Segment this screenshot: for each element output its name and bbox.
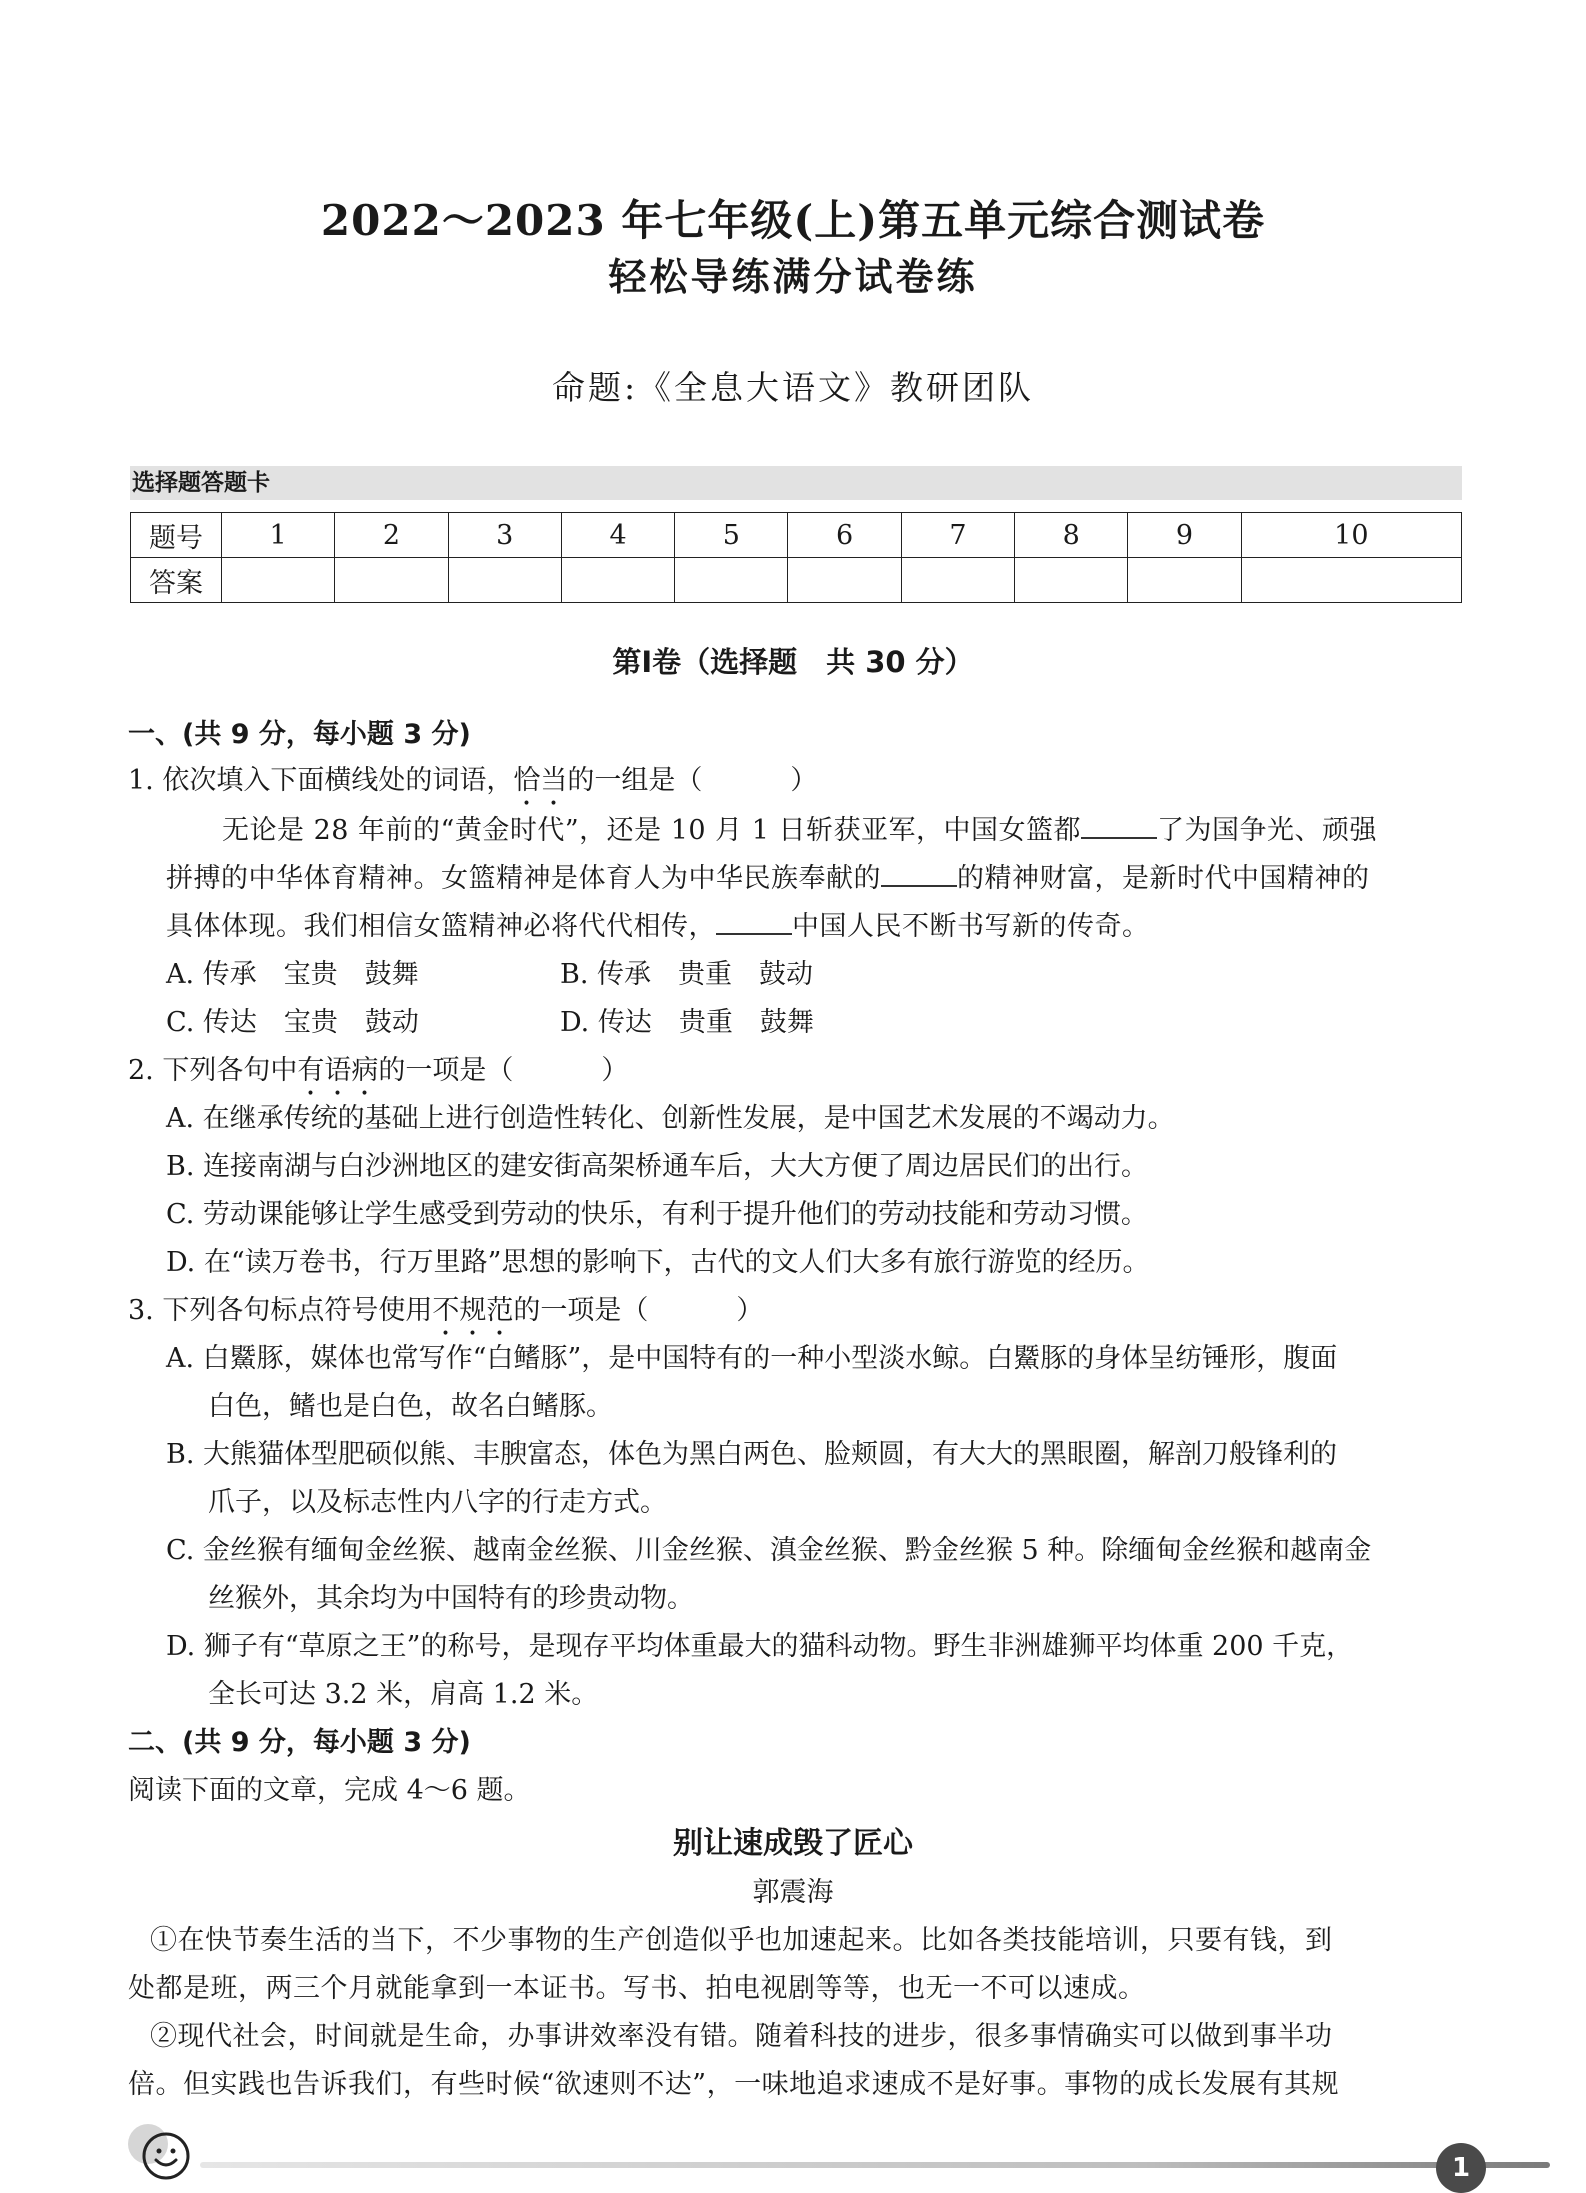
row-label-number: 题号 (131, 513, 222, 558)
footer-divider (200, 2162, 1550, 2168)
document-subtitle: 轻松导练满分试卷练 (608, 254, 978, 299)
fill-blank[interactable] (881, 858, 957, 887)
question-number-cell: 4 (561, 513, 674, 558)
question-number-cell: 9 (1128, 513, 1241, 558)
part1-title: 第Ⅰ卷（选择题 共 30 分） (612, 645, 974, 679)
question-number-cell: 10 (1241, 513, 1461, 558)
question-number-cell: 2 (335, 513, 448, 558)
question-number-cell: 6 (788, 513, 901, 558)
q1-passage-line: 拼搏的中华体育精神。女篮精神是体育人为中华民族奉献的 的精神财富，是新时代中国精神的 (166, 856, 1370, 895)
answer-cell[interactable] (222, 558, 335, 603)
question-number-cell: 1 (222, 513, 335, 558)
row-label-answer: 答案 (131, 558, 222, 603)
article-paragraph-1-cont: 处都是班，两三个月就能拿到一本证书。写书、拍电视剧等等，也无一不可以速成。 (128, 1973, 1146, 2004)
q2-option-a: A. 在继承传统的基础上进行创造性转化、创新性发展，是中国艺术发展的不竭动力。 (166, 1103, 1175, 1134)
article-author: 郭震海 (752, 1877, 834, 1908)
q2-option-b: B. 连接南湖与白沙洲地区的建安街高架桥通车后，大大方便了周边居民们的出行。 (166, 1151, 1149, 1182)
q3-stem: 3. 下列各句标点符号使用不规范的一项是（ ） (128, 1295, 764, 1326)
q3-option-b-cont: 爪子，以及标志性内八字的行走方式。 (208, 1487, 667, 1518)
answer-cell[interactable] (901, 558, 1014, 603)
answer-cell[interactable] (675, 558, 788, 603)
answer-cell[interactable] (561, 558, 674, 603)
document-title: 2022～2023 年七年级(上)第五单元综合测试卷 (320, 196, 1266, 245)
answer-cell[interactable] (335, 558, 448, 603)
q1-option-b: B. 传承 贵重 鼓动 (560, 959, 814, 990)
q3-option-a: A. 白鱀豚，媒体也常写作“白鳍豚”，是中国特有的一种小型淡水鲸。白鱀豚的身体呈纺锤形，腹面 (166, 1343, 1338, 1374)
q2-emphasis: 有语病 (297, 1055, 379, 1086)
article-paragraph-2: ②现代社会，时间就是生命，办事讲效率没有错。随着科技的进步，很多事情确实可以做到事半功 (150, 2021, 1333, 2052)
q3-option-d-cont: 全长可达 3.2 米，肩高 1.2 米。 (208, 1679, 599, 1710)
article-paragraph-2-cont: 倍。但实践也告诉我们，有些时候“欲速则不达”，一味地追求速成不是好事。事物的成长发展有其规 (128, 2069, 1340, 2100)
fill-blank[interactable] (716, 906, 792, 935)
question-number-cell: 3 (448, 513, 561, 558)
q2-option-c: C. 劳动课能够让学生感受到劳动的快乐，有利于提升他们的劳动技能和劳动习惯。 (166, 1199, 1148, 1230)
answer-cell[interactable] (1015, 558, 1128, 603)
answer-card-heading: 选择题答题卡 (130, 466, 1462, 500)
question-number-cell: 5 (675, 513, 788, 558)
smiley-face-icon (140, 2130, 192, 2182)
q1-option-c: C. 传达 宝贵 鼓动 (166, 1007, 419, 1038)
q1-passage-line: 无论是 28 年前的“黄金时代”，还是 10 月 1 日斩获亚军，中国女篮都 了为国争光、顽强 (222, 808, 1377, 847)
question-number-cell: 7 (901, 513, 1014, 558)
q1-emphasis: 恰当 (513, 765, 568, 796)
answer-cell[interactable] (1241, 558, 1461, 603)
fill-blank[interactable] (1081, 810, 1157, 839)
q3-option-c: C. 金丝猴有缅甸金丝猴、越南金丝猴、川金丝猴、滇金丝猴、黔金丝猴 5 种。除缅甸金丝猴和越南金 (166, 1535, 1372, 1566)
document-author: 命题:《全息大语文》教研团队 (551, 368, 1035, 407)
q3-option-b: B. 大熊猫体型肥硕似熊、丰腴富态，体色为黑白两色、脸颊圆，有大大的黑眼圈，解剖刀般锋利的 (166, 1439, 1338, 1470)
answer-card-table (130, 512, 1462, 603)
q2-option-d: D. 在“读万卷书，行万里路”思想的影响下，古代的文人们大多有旅行游览的经历。 (166, 1247, 1150, 1278)
article-title: 别让速成毁了匠心 (673, 1826, 913, 1861)
answer-cell[interactable] (1128, 558, 1241, 603)
q3-option-d: D. 狮子有“草原之王”的称号，是现存平均体重最大的猫科动物。野生非洲雄狮平均体重 200 千克， (166, 1631, 1354, 1662)
q1-passage-line: 具体体现。我们相信女篮精神必将代代相传， 中国人民不断书写新的传奇。 (166, 904, 1150, 943)
article-paragraph-1: ①在快节奏生活的当下，不少事物的生产创造似乎也加速起来。比如各类技能培训，只要有钱，到 (150, 1925, 1333, 1956)
q1-option-a: A. 传承 宝贵 鼓舞 (166, 959, 419, 990)
answer-cell[interactable] (448, 558, 561, 603)
q1-stem: 1. 依次填入下面横线处的词语，恰当的一组是（ ） (128, 765, 818, 796)
section2-intro: 阅读下面的文章，完成 4～6 题。 (128, 1775, 531, 1806)
section2-heading: 二、(共 9 分，每小题 3 分) (128, 1727, 471, 1758)
answer-card-number-row (131, 513, 1462, 558)
section1-heading: 一、(共 9 分，每小题 3 分) (128, 719, 471, 750)
q3-option-c-cont: 丝猴外，其余均为中国特有的珍贵动物。 (208, 1583, 694, 1614)
question-number-cell: 8 (1015, 513, 1128, 558)
q3-option-a-cont: 白色，鳍也是白色，故名白鳍豚。 (208, 1391, 613, 1422)
page-number: 1 (1436, 2143, 1486, 2193)
answer-card-answer-row (131, 558, 1462, 603)
q1-option-d: D. 传达 贵重 鼓舞 (560, 1007, 814, 1038)
answer-cell[interactable] (788, 558, 901, 603)
q2-stem: 2. 下列各句中有语病的一项是（ ） (128, 1055, 629, 1086)
q3-emphasis: 不规范 (432, 1295, 514, 1326)
